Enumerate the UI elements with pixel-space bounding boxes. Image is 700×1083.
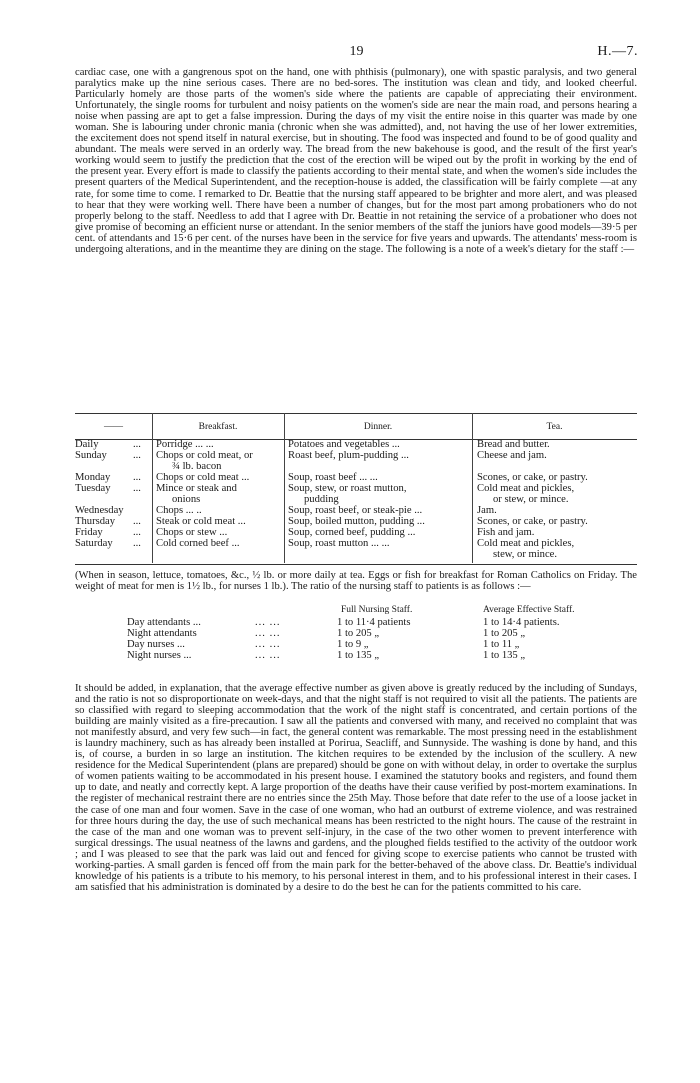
tea-cell: Scones, or cake, or pastry.	[477, 516, 588, 528]
column-divider	[472, 413, 473, 563]
header-tea: Tea.	[546, 422, 563, 432]
tea-cell: Cold meat and pickles,	[477, 538, 575, 550]
tea-cell: Cheese and jam.	[477, 450, 547, 462]
page-header	[75, 44, 638, 60]
ratio-label: Night attendants	[127, 628, 197, 639]
header-day: ——	[104, 422, 123, 432]
dinner-cell: Soup, roast beef, or steak-pie ...	[288, 505, 423, 517]
leader-dots: ... ...	[255, 639, 281, 650]
breakfast-cell: Cold corned beef ...	[156, 538, 240, 550]
day-cell	[75, 461, 124, 472]
leader-dots: ...	[133, 450, 141, 462]
dinner-column	[288, 428, 425, 549]
day-cell	[75, 494, 124, 505]
leader-dots: ...	[133, 516, 141, 528]
tea-cell: Cold meat and pickles,	[477, 483, 575, 495]
column-divider	[152, 413, 153, 563]
leader-dots: ...	[133, 439, 141, 450]
leader-dots: ...	[133, 472, 141, 484]
breakfast-cell: Chops or cold meat, or	[156, 450, 253, 462]
tea-cell: stew, or mince.	[493, 549, 558, 561]
tea-cell: or stew, or mince.	[493, 494, 569, 506]
dinner-cell: Soup, stew, or roast mutton,	[288, 483, 407, 495]
breakfast-cell: Chops or cold meat ...	[156, 472, 250, 484]
days-column	[75, 428, 124, 549]
day-cell: Thursday	[75, 516, 116, 528]
header-breakfast: Breakfast.	[198, 422, 238, 432]
ratio-label: Night nurses ...	[127, 650, 192, 661]
table-rule-bottom	[75, 564, 637, 565]
day-cell: Sunday	[75, 450, 107, 462]
ratio-header-full: Full Nursing Staff.	[341, 605, 413, 615]
ratio-full: 1 to 9 „	[337, 639, 369, 650]
leader-dots: ... ...	[255, 617, 281, 628]
page-reference: H.—7.	[597, 44, 638, 59]
dinner-cell: pudding	[304, 494, 339, 506]
tea-cell: Fish and jam.	[477, 527, 535, 539]
paragraph-dietary-intro: cardiac case, one with a gangrenous spot on the hand, one with phthisis (pulmonary), one with spastic paralysis, and two general paralytics make up the nine serious cases. There are no bed-sores. The institution was clean and tidy, and looked cheerful. Particularly homely are those parts of the women's side where the patients are capable of appreciating their environment. Unfortunately, the single rooms for turbulent and noisy patients on the women's side are near the main road, and persons hearing a noise when passing are apt to get a false impression. During the days of my visit the entire noise in this quarter was made by one woman. She is labouring under chronic mania (chronic when she was admitted), and, not having the use of her lower extremities, the excitement does not spend itself in natural exercise, but in shouting. The food was inspected and found to be of good quality and abundant. The meals were served in an orderly way. The bread from the new bakehouse is good, and the result of the first year's working would seem to justify the prediction that the cost of the erection will be wiped out by the profit in working by the end of the present year. Every effort is made to classify the patients according to their mental state, and when the women's side includes the present quarters of the Medical Superintendent, and the reception-house is added, the classification will be fairly complete —at any rate, for some time to come. I remarked to Dr. Beattie that the nursing staff appeared to be brighter and more alert, and was pleased to hear that they were working well. There have been a number of changes, but for the most part among probationers who do not properly belong to the staff. Needless to add that I agree with Dr. Beattie in not retaining the service of a probationer who does not give promise of becoming an efficient nurse or attendant. In the senior members of the staff the juniors have good models—39·5 per cent. of attendants and 15·6 per cent. of the nurses have been in the service for five years and upwards. The attendants' mess-room is undergoing alterations, and in the meantime they are dining on the stage. The following is a note of a week's dietary for the staff :—	[75, 67, 637, 255]
dinner-cell: Potatoes and vegetables ...	[288, 439, 400, 450]
dietary-table	[75, 413, 637, 563]
dinner-cell: Soup, corned beef, pudding ...	[288, 527, 416, 539]
ratio-full: 1 to 205 „	[337, 628, 380, 639]
ratio-effective: 1 to 135 „	[483, 650, 526, 661]
ratio-effective: 1 to 14·4 patients.	[483, 617, 560, 628]
leader-dots: ... ...	[255, 650, 281, 661]
tea-cell: Jam.	[477, 505, 497, 517]
breakfast-cell: Steak or cold meat ...	[156, 516, 246, 528]
column-divider	[284, 413, 285, 563]
day-dots-column	[133, 428, 141, 549]
ratio-effective: 1 to 11 „	[483, 639, 520, 650]
leader-dots: ...	[133, 483, 141, 495]
breakfast-cell: Chops or stew ...	[156, 527, 228, 539]
leader-dots: ... ...	[255, 628, 281, 639]
table-rule-top	[75, 413, 637, 414]
dinner-cell: Soup, roast mutton ... ...	[288, 538, 390, 550]
ratio-full: 1 to 135 „	[337, 650, 380, 661]
ratio-full: 1 to 11·4 patients	[337, 617, 411, 628]
breakfast-cell: Chops ... ..	[156, 505, 202, 517]
ratio-row	[75, 617, 637, 628]
ratio-label: Day nurses ...	[127, 639, 185, 650]
paragraph-ratio-intro: (When in season, lettuce, tomatoes, &c., ½ lb. or more daily at tea. Eggs or fish for breakfast for Roman Catholics on Friday. The weight of meat for men is 1½ lb., for nurses 1 lb.). The ratio of the nursing staff to patients is as follows :—	[75, 570, 637, 593]
tea-cell: Scones, or cake, or pastry.	[477, 472, 588, 484]
dinner-cell: Soup, roast beef ... ...	[288, 472, 378, 484]
leader-dots: ...	[133, 527, 141, 539]
tea-column	[477, 428, 588, 561]
breakfast-cell: onions	[172, 494, 201, 506]
header-dinner: Dinner.	[363, 422, 393, 432]
day-cell: Friday	[75, 527, 103, 539]
breakfast-cell: Porridge ... ...	[156, 439, 214, 450]
ratio-row	[75, 628, 637, 639]
ratio-effective: 1 to 205 „	[483, 628, 526, 639]
page-number: 19	[349, 44, 364, 59]
breakfast-cell: Mince or steak and	[156, 483, 237, 495]
breakfast-cell: ¾ lb. bacon	[172, 461, 222, 473]
breakfast-column	[156, 428, 253, 549]
paragraph-explanation: It should be added, in explanation, that the average effective number as given above is greatly reduced by the including of Sundays, and the ratio is not so disproportionate on week-days, and that the night staff is not required to visit all the patients. The patients are so classified with regard to sleeping accommodation that the work of the night staff is concentrated, and certain portions of the building are mainly visited as a fire-precaution. I saw all the patients and conversed with many, and received no complaint that was not manifestly absurd, and very few such—in fact, the general content was remarkable. The most pressing need in the establishment is laundry machinery, such as has already been installed at Porirua, Seacliff, and Sunnyside. The washing is done by hand, and this is, of course, a burden in so large an institution. The kitchen requires to be extended by the inclusion of the scullery. A new residence for the Medical Superintendent (plans are prepared) should be gone on with without delay, in order to overtake the surplus of women patients waiting to be accommodated in his present house. I examined the statutory books and registers, and found them up to date, and neatly and correctly kept. A large proportion of the deaths have their cause verified by post-mortem examinations. In the register of mechanical restraint there are no entries since the 25th May. Those before that date refer to the use of a loose jacket in the case of one man and four women. Save in the case of one woman, who had an outburst of extreme violence, and was restrained for three hours during the day, the use of such mechanical means has been restricted to the night hours. The cause of the restraint in the case of the man and one woman was to prevent self-injury, in the case of the two other women to prevent interference with surgical dressings. The usual neatness of the lawns and gardens, and the ploughed fields testified to the activity of the outdoor work ; and I was pleased to see that the park was laid out and fenced for giving scope to exercise patients who cannot be trusted with working-parties. A small garden is fenced off from the main park for the better-behaved of the above class. Dr. Beattie's individual knowledge of his patients is a tribute to his memory, to his personal interest in them, and to his professional interest in their cases. I am satisfied that his administration is dominated by a desire to do the best he can for the patients committed to his care.	[75, 683, 637, 893]
dinner-cell: Roast beef, plum-pudding ...	[288, 450, 409, 462]
day-cell: Daily	[75, 439, 99, 450]
day-cell: Saturday	[75, 538, 113, 550]
ratio-row	[75, 639, 637, 650]
day-cell: Tuesday	[75, 483, 111, 495]
leader-dots: ...	[133, 538, 141, 550]
day-cell: Monday	[75, 472, 111, 484]
day-cell: Wednesday	[75, 505, 124, 517]
ratio-label: Day attendants ...	[127, 617, 201, 628]
dinner-cell: Soup, boiled mutton, pudding ...	[288, 516, 425, 528]
ratio-header-effective: Average Effective Staff.	[483, 605, 575, 615]
ratio-row	[75, 650, 637, 661]
tea-cell: Bread and butter.	[477, 439, 550, 450]
